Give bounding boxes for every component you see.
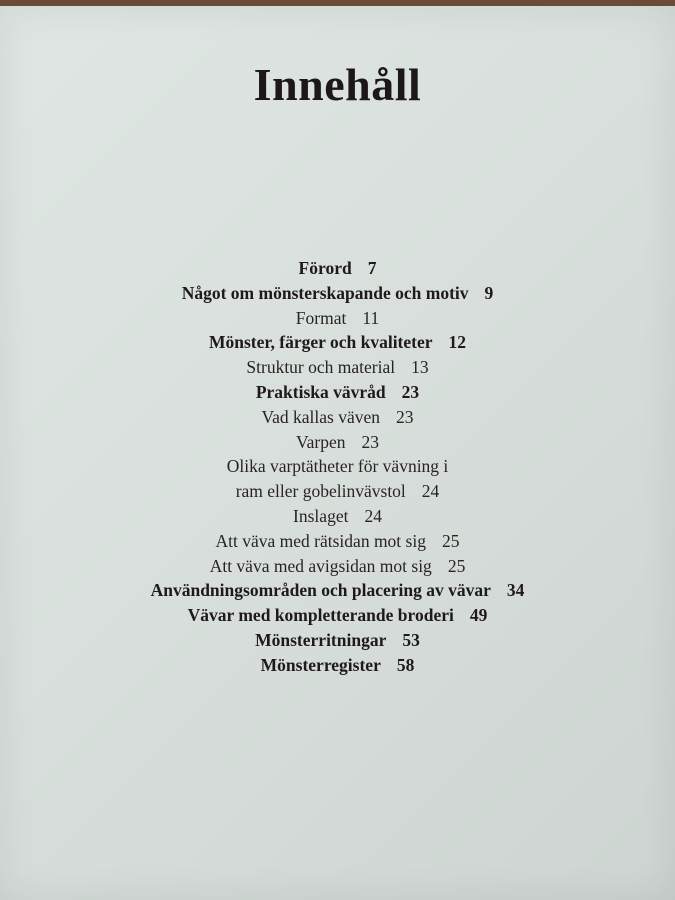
toc-entry-page: 53 (402, 629, 420, 650)
toc-entry-title: Mönsterregister (260, 654, 381, 675)
toc-entry-page: 11 (362, 307, 380, 328)
toc-entry (0, 330, 675, 355)
toc-entry-title: Mönster, färger och kvaliteter (208, 332, 433, 353)
toc-entry-page: 23 (401, 381, 420, 402)
toc-entry (0, 529, 675, 554)
toc-entry (0, 430, 675, 455)
toc-entry-title: Struktur och material (246, 357, 396, 378)
toc-entry-title: Vad kallas väven (261, 406, 381, 427)
toc-entry (0, 454, 675, 479)
toc-entry (0, 554, 675, 579)
toc-entry-page: 58 (396, 654, 415, 675)
toc-entry-page: 23 (361, 431, 380, 452)
toc-entry-page: 24 (364, 505, 382, 526)
toc-entry (0, 653, 675, 678)
toc-entry-title: Mönsterritningar (255, 629, 387, 650)
toc-entry-title: Vävar med kompletterande broderi (187, 605, 454, 626)
book-page (0, 6, 675, 900)
toc-entry (0, 355, 675, 380)
toc-entry-title: Inslaget (293, 505, 349, 526)
table-of-contents (0, 256, 675, 678)
toc-entry-page: 12 (448, 332, 467, 353)
toc-entry (0, 479, 675, 504)
toc-entry-title: Praktiska vävråd (255, 381, 386, 402)
toc-entry-title: Användningsområden och placering av vävar (150, 580, 491, 601)
toc-entry-title: Förord (298, 258, 352, 278)
toc-entry-title: Format (295, 307, 347, 328)
page-title: Innehåll (253, 59, 422, 110)
toc-entry-page: 24 (421, 481, 440, 502)
toc-entry (0, 504, 675, 529)
toc-entry-title: Att väva med rätsidan mot sig (215, 530, 426, 551)
toc-entry-page: 23 (396, 406, 414, 427)
toc-entry (0, 628, 675, 653)
toc-entry-page: 7 (367, 258, 377, 278)
toc-entry-page: 13 (411, 357, 429, 378)
toc-entry-title: Varpen (295, 431, 346, 452)
toc-entry-page: 34 (506, 580, 525, 601)
toc-entry (0, 306, 675, 331)
toc-entry-page: 49 (469, 605, 488, 626)
toc-entry-title: ram eller gobelinvävstol (235, 481, 406, 502)
toc-entry-page: 9 (484, 282, 494, 303)
toc-entry (0, 380, 675, 405)
toc-entry (0, 578, 675, 603)
toc-entry (0, 281, 675, 306)
toc-entry (0, 405, 675, 430)
toc-entry (0, 256, 675, 281)
toc-entry-title: Att väva med avigsidan mot sig (209, 555, 432, 576)
toc-entry-page: 25 (441, 530, 460, 551)
toc-entry-title: Något om mönsterskapande och motiv (181, 282, 469, 303)
toc-entry (0, 603, 675, 628)
toc-entry-title: Olika varptätheter för vävning i (226, 456, 449, 477)
toc-entry-page: 25 (447, 555, 466, 576)
